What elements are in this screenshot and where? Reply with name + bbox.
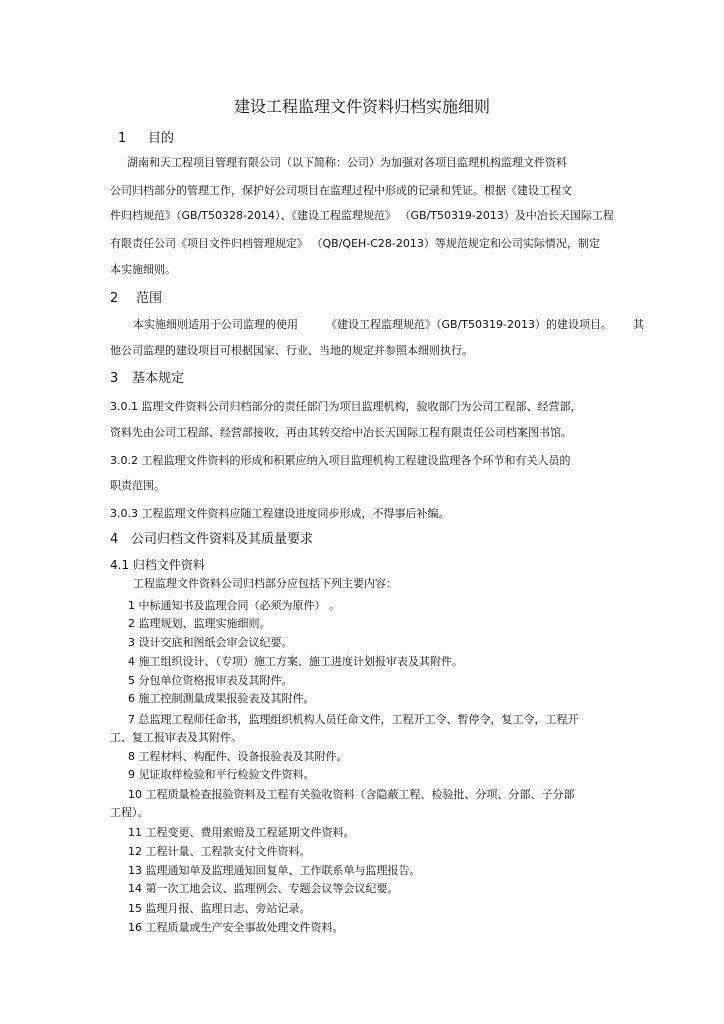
section-title: 范围 xyxy=(136,291,163,306)
list-item: 13 监理通知单及监理通知回复单、工作联系单与监理报告。 xyxy=(128,864,421,877)
list-item: 1 中标通知书及监理合同（必须为原件） 。 xyxy=(128,599,340,612)
list-item: 15 监理月报、监理日志、旁站记录。 xyxy=(128,902,311,915)
paragraph-line: 公司归档部分的管理工作，保护好公司项目在监理过程中形成的记录和凭证。根据《建设工程文 xyxy=(110,184,572,197)
list-item: 工、复工报审表及其附件。 xyxy=(110,731,242,744)
section-title: 目的 xyxy=(148,131,175,146)
clause-line: 3.0.1 监理文件资料公司归档部分的责任部门为项目监理机构，验收部门为公司工程部、经营部， xyxy=(110,400,582,413)
clause-line: 资料先由公司工程部、经营部接收，再由其转交给中冶长天国际工程有限责任公司档案图书馆。 xyxy=(110,426,572,439)
paragraph-line: 本实施细则适用于公司监理的使用 xyxy=(133,318,298,331)
list-item: 9 见证取样检验和平行检验文件资料。 xyxy=(128,768,315,781)
paragraph-line: 本实施细则。 xyxy=(110,263,176,276)
section-2-heading xyxy=(110,291,162,307)
list-item: 11 工程变更、费用索赔及工程延期文件资料。 xyxy=(128,826,355,839)
paragraph-line: 《建设工程监理规范》（GB/T50319-2013）的建设项目。 xyxy=(326,318,612,331)
list-item: 2 监理规划、监理实施细则。 xyxy=(128,617,271,630)
document-title: 建设工程监理文件资料归档实施细则 xyxy=(233,97,490,116)
section-number: 3 xyxy=(110,371,119,386)
list-item: 4 施工组织设计、（专项）施工方案、施工进度计划报审表及其附件。 xyxy=(128,655,463,668)
list-item: 3 设计交底和图纸会审会议纪要。 xyxy=(128,636,293,649)
section-number: 1 xyxy=(118,131,127,146)
list-item: 8 工程材料、构配件、设备报验表及其附件。 xyxy=(128,750,348,763)
paragraph-line: 工程监理文件资料公司归档部分应包括下列主要内容： xyxy=(133,577,397,590)
list-item: 6 施工控制测量成果报验表及其附件。 xyxy=(128,692,315,705)
clause-line: 3.0.3 工程监理文件资料应随工程建设进度同步形成，不得事后补编。 xyxy=(110,507,450,520)
section-4-heading xyxy=(110,532,313,548)
paragraph-line: 其 xyxy=(633,318,644,331)
paragraph-line: 有限责任公司《项目文件归档管理规定》 （QB/QEH-C28-2013）等规范规定和公司实际情况，制定 xyxy=(110,237,600,250)
section-1-heading xyxy=(118,131,174,147)
section-number: 4 xyxy=(110,532,119,547)
clause-line: 3.0.2 工程监理文件资料的形成和积累应纳入项目监理机构工程建设监理各个环节和有关人员的 xyxy=(110,454,571,467)
paragraph-line: 他公司监理的建设项目可根据国家、行业、当地的规定并参照本细则执行。 xyxy=(110,344,473,357)
section-title: 基本规定 xyxy=(132,371,185,386)
subsection-heading: 4.1 归档文件资料 xyxy=(110,558,205,572)
list-item: 12 工程计量、工程款支付文件资料。 xyxy=(128,845,311,858)
list-item: 10 工程质量检查报验资料及工程有关验收资料（含隐蔽工程、检验批、分项、分部、子分部 xyxy=(128,788,575,801)
list-item: 7 总监理工程师任命书，监理组织机构人员任命文件，工程开工令、暂停令，复工令，工程开 xyxy=(128,713,579,726)
section-number: 2 xyxy=(110,291,119,306)
section-title: 公司归档文件资料及其质量要求 xyxy=(131,532,314,547)
section-3-heading xyxy=(110,371,184,387)
list-item: 工程）。 xyxy=(110,806,149,819)
list-item: 16 工程质量或生产安全事故处理文件资料。 xyxy=(128,921,344,934)
clause-line: 职责范围。 xyxy=(110,479,165,492)
list-item: 5 分包单位资格报审表及其附件。 xyxy=(128,674,293,687)
paragraph-line: 湖南和天工程项目管理有限公司（以下简称：公司）为加强对各项目监理机构监理文件资料 xyxy=(127,156,567,169)
paragraph-line: 件归档规范》（GB/T50328-2014）、《建设工程监理规范》 （GB/T50319-2013）及中冶长天国际工程 xyxy=(110,209,614,222)
list-item: 14 第一次工地会议、监理例会、专题会议等会议纪要。 xyxy=(128,882,399,895)
